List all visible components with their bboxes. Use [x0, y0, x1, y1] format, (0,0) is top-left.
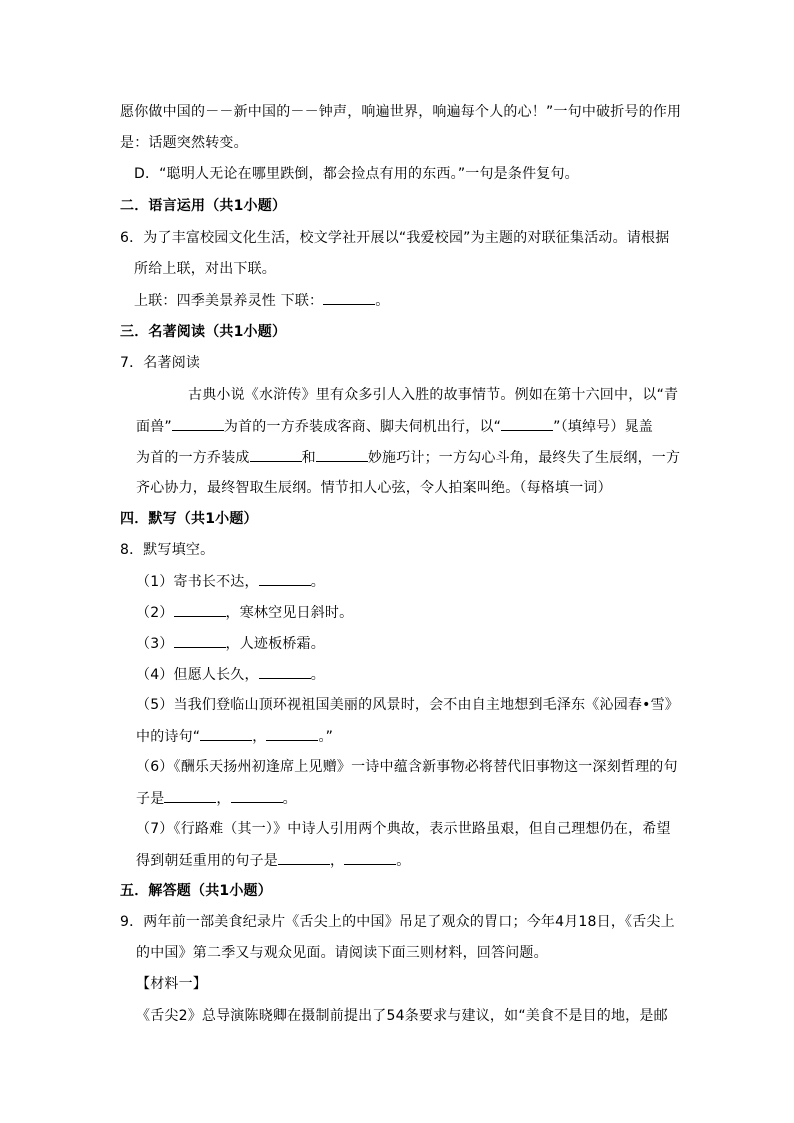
section-heading-4: 四．默写（共1小题） — [120, 511, 258, 527]
section-heading-5: 五．解答题（共1小题） — [120, 883, 272, 899]
text-line — [136, 602, 353, 623]
text-span: 。 — [282, 791, 297, 807]
text-span: （3） — [136, 636, 174, 652]
answer-blank[interactable] — [231, 788, 283, 803]
text-span: 上联：四季美景养灵性 下联： — [134, 293, 324, 309]
text-span: 。 — [396, 853, 411, 869]
text-line: （7）《行路难（其一）》中诗人引用两个典故，表示世路虽艰，但自己理想仍在，希望 — [136, 821, 671, 837]
answer-blank[interactable] — [164, 788, 216, 803]
answer-blank[interactable] — [501, 416, 553, 431]
answer-blank[interactable] — [174, 633, 226, 648]
section-heading-2: 二．语言运用（共1小题） — [120, 198, 287, 214]
text-line — [136, 447, 680, 468]
text-span: 为首的一方乔装成客商、脚夫伺机出行，以“ — [223, 419, 502, 435]
text-span: 为首的一方乔装成 — [136, 450, 250, 466]
text-span: 。 — [310, 667, 325, 683]
text-span: 得到朝廷重用的句子是 — [136, 853, 278, 869]
answer-blank[interactable] — [316, 447, 368, 462]
text-span: 。” — [318, 729, 334, 745]
text-line: 愿你做中国的－－新中国的－－钟声，响遍世界，响遍每个人的心！”一句中破折号的作用 — [120, 104, 682, 120]
text-span: 和 — [301, 450, 316, 466]
answer-blank[interactable] — [200, 726, 252, 741]
question-9: 9．两年前一部美食纪录片《舌尖上的中国》吊足了观众的胃口；今年4月18日，《舌尖上 — [120, 914, 675, 930]
text-line — [136, 664, 325, 685]
text-span: ，寒林空见日斜时。 — [225, 605, 354, 621]
answer-blank[interactable] — [259, 571, 311, 586]
text-span: 。 — [310, 574, 325, 590]
text-span: ， — [252, 729, 267, 745]
text-span: 子是 — [136, 791, 165, 807]
text-line: 是：话题突然转变。 — [120, 135, 248, 151]
question-8: 8．默写填空。 — [120, 542, 215, 558]
answer-blank[interactable] — [344, 850, 396, 865]
text-span: 。 — [375, 293, 390, 309]
answer-blank[interactable] — [259, 664, 311, 679]
text-line — [136, 850, 410, 871]
text-line — [136, 726, 333, 747]
text-span: （1）寄书长不达， — [136, 574, 259, 590]
text-line: 古典小说《水浒传》里有众多引人入胜的故事情节。例如在第十六回中，以“青 — [188, 387, 679, 403]
text-span: 妙施巧计；一方勾心斗角，最终失了生辰纲，一方 — [367, 450, 681, 466]
text-span: 面兽” — [136, 419, 172, 435]
text-line — [134, 290, 389, 311]
text-line: 《舌尖2》总导演陈晓卿在摄制前提出了54条要求与建议，如“美食不是目的地，是邮 — [136, 1008, 668, 1024]
text-line: （5）当我们登临山顶环视祖国美丽的风景时，会不由自主地想到毛泽东《沁园春•雪》 — [136, 697, 679, 713]
answer-blank[interactable] — [323, 290, 375, 305]
text-span: ， — [216, 791, 231, 807]
text-span: （4）但愿人长久， — [136, 667, 259, 683]
section-heading-3: 三．名著阅读（共1小题） — [120, 324, 287, 340]
text-span: （2） — [136, 605, 174, 621]
text-span: ， — [330, 853, 345, 869]
text-span: 中的诗句“ — [136, 729, 201, 745]
text-line — [136, 633, 325, 654]
text-line: 齐心协力，最终智取生辰纲。情节扣人心弦，令人拍案叫绝。（每格填一词） — [136, 480, 612, 496]
answer-blank[interactable] — [278, 850, 330, 865]
text-span: ”（填绰号）晁盖 — [553, 419, 653, 435]
answer-blank[interactable] — [172, 416, 224, 431]
question-7: 7．名著阅读 — [120, 355, 201, 371]
text-span: ，人迹板桥霜。 — [225, 636, 325, 652]
answer-blank[interactable] — [250, 447, 302, 462]
question-6: 6．为了丰富校园文化生活，校文学社开展以“我爱校园”为主题的对联征集活动。请根据 — [120, 230, 670, 246]
text-line: （6）《酬乐天扬州初逢席上见赠》一诗中蕴含新事物必将替代旧事物这一深刻哲理的句 — [136, 759, 678, 775]
answer-blank[interactable] — [266, 726, 318, 741]
text-line: 所给上联，对出下联。 — [134, 261, 276, 277]
text-line — [136, 416, 653, 437]
material-heading: 【材料一】 — [136, 976, 207, 992]
option-d: D．“聪明人无论在哪里跌倒，都会捡点有用的东西。”一句是条件复句。 — [134, 166, 579, 182]
text-line — [136, 571, 325, 592]
answer-blank[interactable] — [174, 602, 226, 617]
text-line: 的中国》第二季又与观众见面。请阅读下面三则材料，回答问题。 — [136, 945, 548, 961]
text-line — [136, 788, 297, 809]
